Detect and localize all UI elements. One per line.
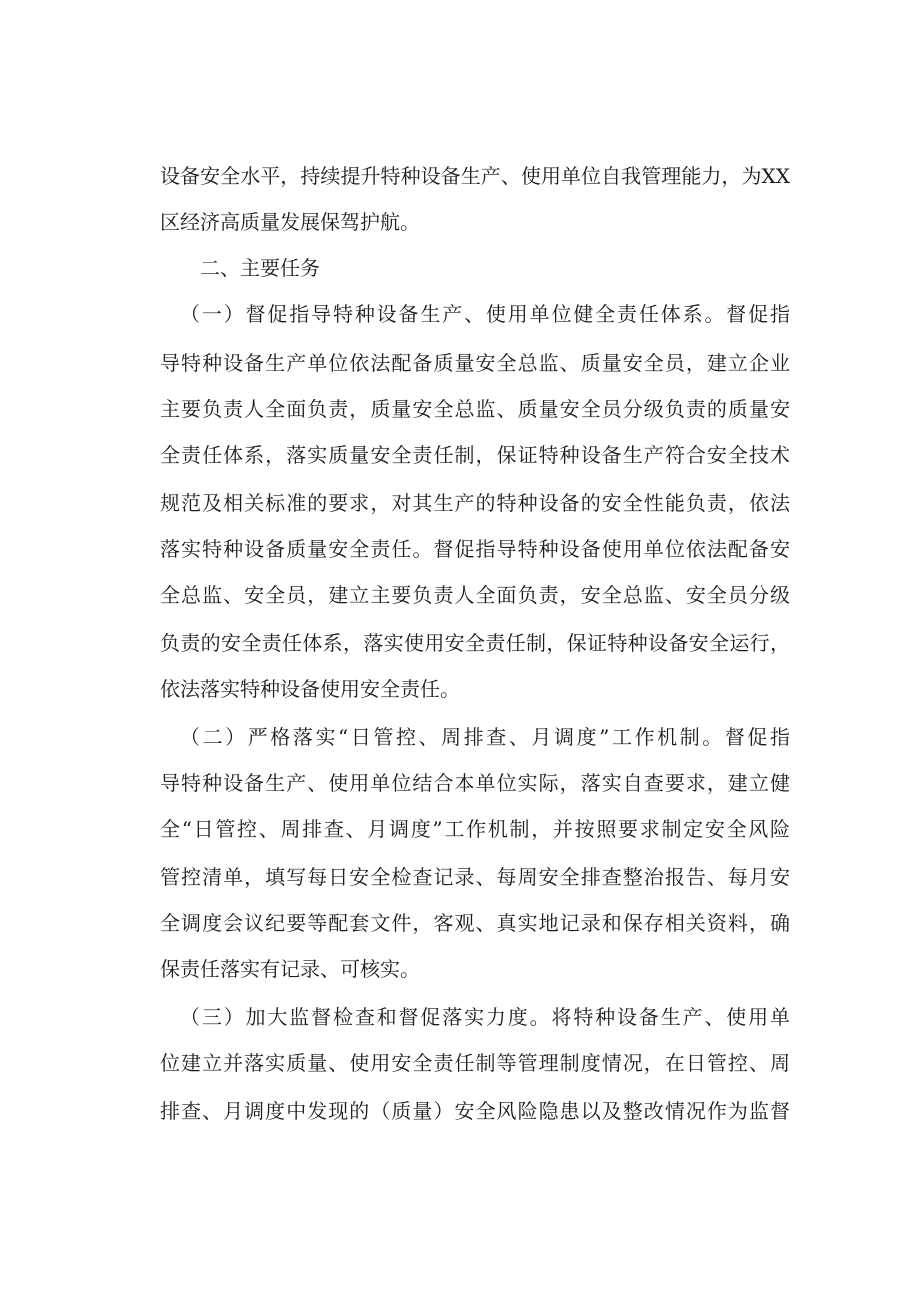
paragraph-line: （一）督促指导特种设备生产、使用单位健全责任体系。督促指 (180, 302, 790, 326)
paragraph-line: 依法落实特种设备使用安全责任。 (160, 677, 460, 701)
paragraph-line: 保责任落实有记录、可核实。 (160, 957, 420, 981)
paragraph-line: 导特种设备生产单位依法配备质量安全总监、质量安全员，建立企业 (160, 351, 790, 375)
paragraph-line: 全调度会议纪要等配套文件，客观、真实地记录和保存相关资料，确 (160, 911, 790, 935)
paragraph-line: 负责的安全责任体系，落实使用安全责任制，保证特种设备安全运行， (160, 631, 790, 655)
paragraph-line: 排查、月调度中发现的（质量）安全风险隐患以及整改情况作为监督 (160, 1099, 790, 1123)
paragraph-line: 设备安全水平，持续提升特种设备生产、使用单位自我管理能力，为XX (160, 164, 790, 188)
paragraph-line: 落实特种设备质量安全责任。督促指导特种设备使用单位依法配备安 (160, 537, 790, 561)
paragraph-line: 区经济高质量发展保驾护航。 (160, 210, 420, 234)
paragraph-line: 导特种设备生产、使用单位结合本单位实际，落实自查要求，建立健 (160, 771, 790, 795)
paragraph-line: 管控清单，填写每日安全检查记录、每周安全排查整治报告、每月安 (160, 865, 790, 889)
paragraph-line: （二）严格落实“日管控、周排查、月调度”工作机制。督促指 (180, 725, 790, 749)
paragraph-line: 全总监、安全员，建立主要负责人全面负责，安全总监、安全员分级 (160, 583, 790, 607)
section-heading: 二、主要任务 (200, 256, 320, 280)
paragraph-line: （三）加大监督检查和督促落实力度。将特种设备生产、使用单 (180, 1005, 790, 1029)
paragraph-line: 全“日管控、周排查、月调度”工作机制，并按照要求制定安全风险 (160, 817, 790, 841)
paragraph-line: 规范及相关标准的要求，对其生产的特种设备的安全性能负责，依法 (160, 491, 790, 515)
paragraph-line: 主要负责人全面负责，质量安全总监、质量安全员分级负责的质量安 (160, 397, 790, 421)
paragraph-line: 全责任体系，落实质量安全责任制，保证特种设备生产符合安全技术 (160, 443, 790, 467)
paragraph-line: 位建立并落实质量、使用安全责任制等管理制度情况，在日管控、周 (160, 1051, 790, 1075)
